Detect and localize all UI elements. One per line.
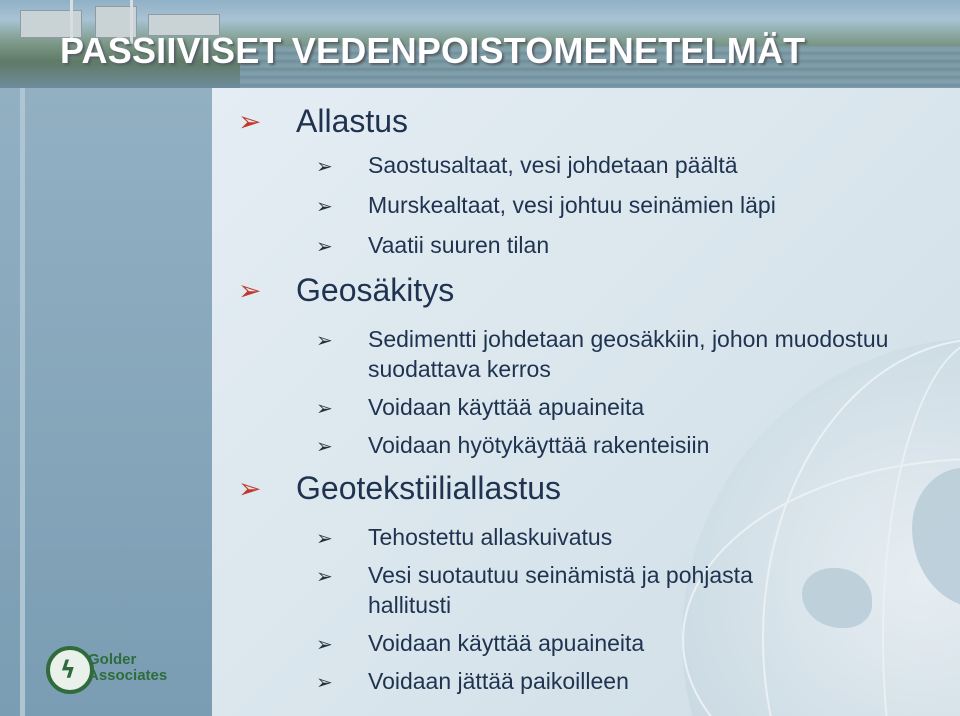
arrowhead-bullet-icon: ➢ xyxy=(238,274,262,306)
arrowhead-bullet-icon: ➢ xyxy=(316,528,333,550)
arrowhead-bullet-icon: ➢ xyxy=(238,472,262,504)
arrowhead-bullet-icon: ➢ xyxy=(316,634,333,656)
arrowhead-bullet-icon: ➢ xyxy=(316,196,333,218)
arrowhead-bullet-icon: ➢ xyxy=(238,105,262,137)
section-allastus xyxy=(238,100,938,268)
bullet-text: Tehostettu allaskuivatus xyxy=(368,524,613,550)
bullet-text: Vaatii suuren tilan xyxy=(368,232,550,258)
level1-item xyxy=(238,464,938,512)
bullet-text: Voidaan hyötykäyttää rakenteisiin xyxy=(368,432,710,458)
level2-item xyxy=(316,150,938,190)
bullet-text: Sedimentti johdetaan geosäkkiin, johon muodostuu suodattava kerros xyxy=(368,326,889,382)
bullet-text: Saostusaltaat, vesi johdetaan päältä xyxy=(368,152,738,178)
level2-item xyxy=(316,666,938,700)
company-logo xyxy=(46,644,226,696)
arrowhead-bullet-icon: ➢ xyxy=(316,398,333,420)
level2-item xyxy=(316,430,938,464)
page-title: PASSIIVISET VEDENPOISTOMENETELMÄT xyxy=(60,30,806,71)
bullet-text: Murskealtaat, vesi johtuu seinämien läpi xyxy=(368,192,776,218)
bullet-text: Voidaan jättää paikoilleen xyxy=(368,668,629,694)
logo-text xyxy=(88,652,167,684)
level1-item xyxy=(238,268,938,312)
arrowhead-bullet-icon: ➢ xyxy=(316,436,333,458)
bullet-text: Vesi suotautuu seinämistä ja pohjasta hallitusti xyxy=(368,562,753,618)
section-heading: Geotekstiiliallastus xyxy=(296,469,561,506)
arrowhead-bullet-icon: ➢ xyxy=(316,236,333,258)
level2-item xyxy=(316,522,938,560)
level2-item xyxy=(316,628,938,666)
arrowhead-bullet-icon: ➢ xyxy=(316,566,333,588)
left-decorative-bar xyxy=(0,88,212,716)
arrowhead-bullet-icon: ➢ xyxy=(316,156,333,178)
arrowhead-bullet-icon: ➢ xyxy=(316,672,333,694)
section-heading: Geosäkitys xyxy=(296,271,455,308)
bullet-list xyxy=(238,100,938,700)
level1-item xyxy=(238,100,938,142)
level2-item xyxy=(316,230,938,268)
section-geosakitys xyxy=(238,268,938,464)
level2-item xyxy=(316,560,938,628)
arrowhead-bullet-icon: ➢ xyxy=(316,330,333,352)
level2-item xyxy=(316,324,938,392)
golder-logo-icon: ϟ xyxy=(46,646,94,694)
section-geotekstiiliallastus xyxy=(238,464,938,700)
bullet-text: Voidaan käyttää apuaineita xyxy=(368,394,645,420)
level2-item xyxy=(316,190,938,230)
logo-line2: Associates xyxy=(88,667,168,684)
bullet-text: Voidaan käyttää apuaineita xyxy=(368,630,645,656)
section-heading: Allastus xyxy=(296,102,409,139)
logo-line1: Golder xyxy=(88,651,137,668)
level2-item xyxy=(316,392,938,430)
